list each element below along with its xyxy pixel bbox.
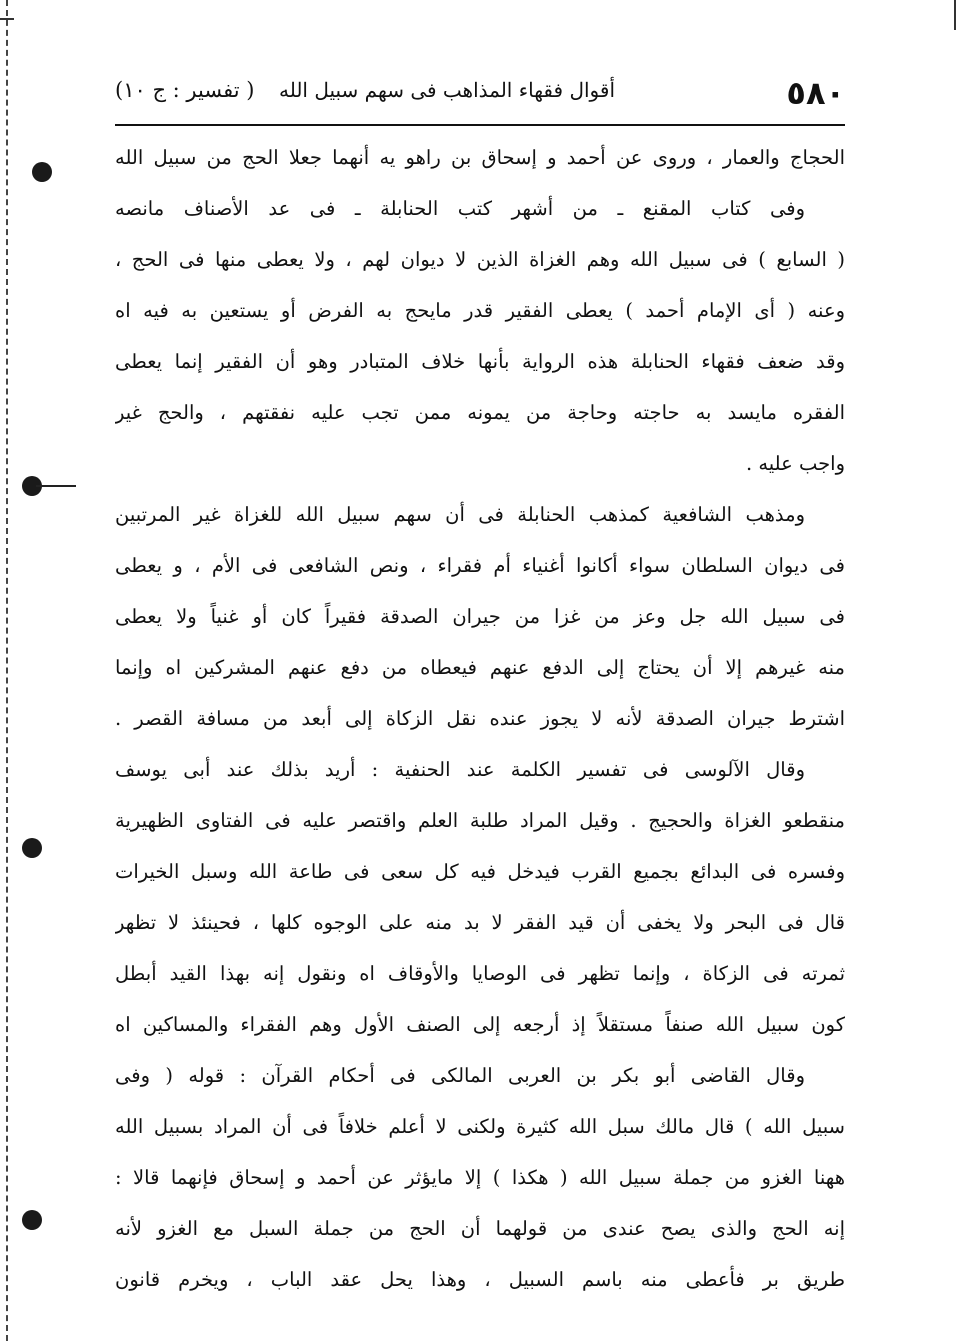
text-line: قال فى البحر ولا يخفى أن قيد الفقر لا بد منه على الوجوه كلها ، فحينئذ لا تظهر — [115, 911, 845, 934]
text-line: وعنه ( أى الإمام أحمد ) يعطى الفقير قدر مايحج به الفرض أو يستعين به فيه اه — [115, 299, 845, 322]
text-line: الحجاج والعمار ، وروى عن أحمد و إسحاق بن راهو يه أنهما جعلا الحج من سبيل الله — [115, 146, 845, 169]
text-line: ثمرته فى الزكاة ، وإنما تظهر فى الوصايا والأوقاف اه ونقول إنه بهذا القيد أبطل — [115, 962, 845, 985]
text-line: فى ديوان السلطان سواء أكانوا أغنياء أم فقراء ، ونص الشافعى فى الأم ، و يعطى — [115, 554, 845, 577]
scan-corner-mark — [954, 0, 966, 30]
text-line: طريق بر فأعطى منه باسم السبيل ، وهذا يحل عقد الباب ، ويخرم قانون — [115, 1268, 845, 1291]
text-line: ومذهب الشافعية كمذهب الحنابلة فى أن سهم سبيل الله للغزاة غير المرتبين — [115, 503, 805, 526]
binding-hole-icon — [32, 162, 52, 182]
scan-tick-mark — [0, 18, 14, 20]
page-header — [115, 70, 845, 116]
scan-margin-line — [6, 0, 8, 1341]
text-line: منقطعو الغزاة والحجيج . وقيل المراد طلبة العلم واقتصر عليه فى الفتاوى الظهيرية — [115, 809, 845, 832]
text-line: ( السابع ) فى سبيل الله وهم الغزاة الذين لا ديوان لهم ، ولا يعطى منها فى الحج ، — [115, 248, 845, 271]
text-line: منه غيرهم إلا أن يحتاج إلى الدفع عنهم فيعطاه من دفع عنهم المشركين اه وإنما — [115, 656, 845, 679]
running-title: أقوال فقهاء المذاهب فى سهم سبيل الله — [278, 78, 615, 102]
text-line: الفقره مايسد به حاجته وحاجة من يمونه ممن تجب عليه نفقتهم ، والحج غير — [115, 401, 845, 424]
text-line: وقد ضعف فقهاء الحنابلة هذه الرواية بأنها خلاف المتبادر وهو أن الفقير إنما يعطى — [115, 350, 845, 373]
text-line: ههنا الغزو من جملة سبيل الله ( هكذا ) إلا مايؤثر عن أحمد و إسحاق فإنهما قالا : — [115, 1166, 845, 1189]
text-line: سبيل الله ) قال مالك سبل الله كثيرة ولكنى لا أعلم خلافاً فى أن المراد بسبيل الله — [115, 1115, 845, 1138]
text-line: واجب عليه . — [745, 452, 845, 475]
header-rule — [115, 124, 845, 126]
binding-hole-icon — [22, 1210, 42, 1230]
page-number: ٥٨٠ — [786, 74, 845, 112]
text-line: وفسره فى البدائع بجميع القرب فيدخل فيه كل سعى فى طاعة الله وسبل الخيرات — [115, 860, 845, 883]
text-line: فى سبيل الله جل وعز من غزا من جيران الصدقة فقيراً كان أو غنياً ولا يعطى — [115, 605, 845, 628]
scan-mark-line — [36, 485, 76, 487]
body-text — [115, 132, 845, 1305]
text-line: إنه الحج والذى يصح عندى من قولهما أن الحج من جملة السبل مع الغزو لأنه — [115, 1217, 845, 1240]
text-line: اشترط جيران الصدقة لأنه لا يجوز عنده نقل الزكاة إلى أبعد من مسافة القصر . — [115, 707, 845, 730]
text-line: وفى كتاب المقنع ـ من أشهر كتب الحنابلة ـ فى عد الأصناف مانصه — [115, 197, 805, 220]
binding-hole-icon — [22, 838, 42, 858]
text-line: وقال القاضى أبو بكر بن العربى المالكى فى أحكام القرآن : قوله ( وفى — [115, 1064, 805, 1087]
text-line: وقال الآلوسى فى تفسير الكلمة عند الحنفية : أريد بذلك عند أبى يوسف — [115, 758, 805, 781]
text-line: كون سبيل الله صنفاً مستقلاً إذ أرجعه إلى الصنف الأول وهم الفقراء والمساكين اه — [115, 1013, 845, 1036]
section-label: ( تفسير : ج ١٠) — [115, 78, 255, 102]
